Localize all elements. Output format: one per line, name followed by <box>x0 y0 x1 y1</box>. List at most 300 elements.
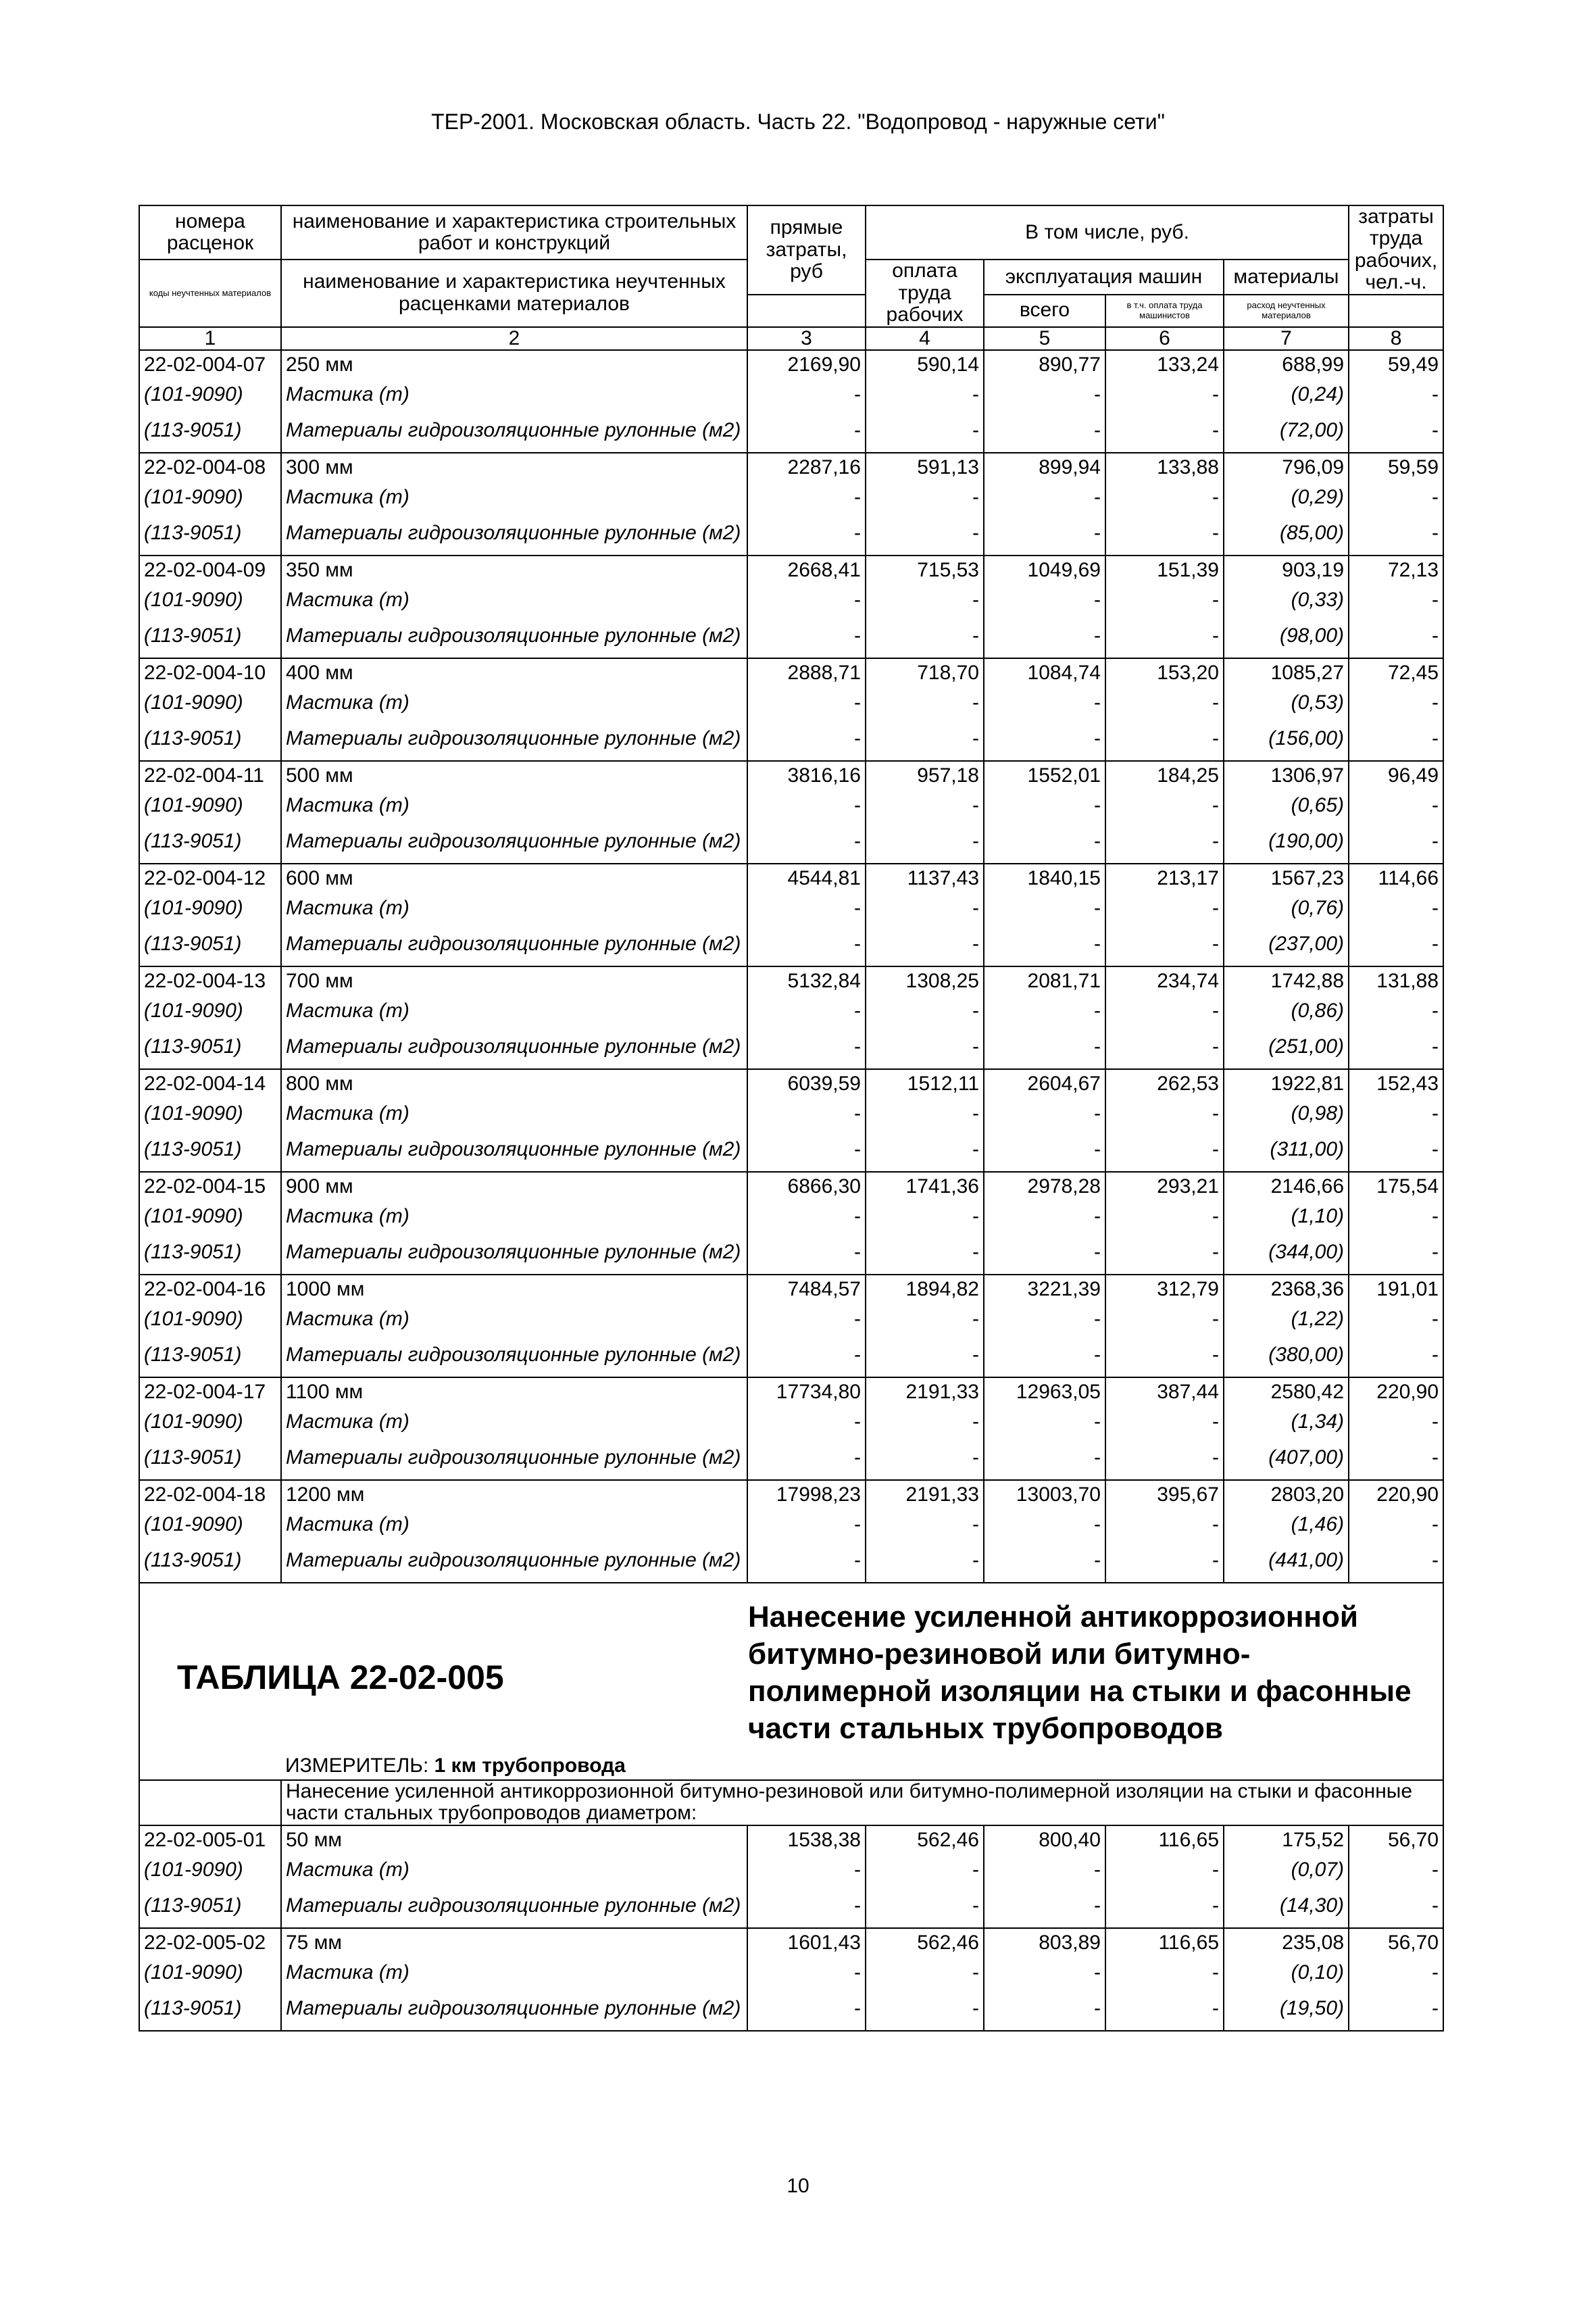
direct-cost: 2888,71 <box>747 658 866 688</box>
material-name: Материалы гидроизоляционные рулонные (м2) <box>281 1988 747 2031</box>
material-row <box>139 1334 1443 1377</box>
material-code: (113-9051) <box>139 1129 281 1172</box>
dash-cell: - <box>866 1334 984 1377</box>
material-row <box>139 615 1443 658</box>
material-qty: (407,00) <box>1224 1437 1349 1480</box>
material-qty: (344,00) <box>1224 1231 1349 1275</box>
material-code: (113-9051) <box>139 1334 281 1377</box>
dash-cell: - <box>984 1958 1105 1988</box>
dash-cell: - <box>984 688 1105 718</box>
material-code: (101-9090) <box>139 1304 281 1334</box>
dash-cell: - <box>984 585 1105 615</box>
material-code: (101-9090) <box>139 893 281 923</box>
material-row <box>139 893 1443 923</box>
header-name: наименование и характеристика строительных работ и конструкций <box>281 205 747 260</box>
material-name: Материалы гидроизоляционные рулонные (м2) <box>281 1129 747 1172</box>
direct-cost: 1538,38 <box>747 1825 866 1855</box>
dash-cell: - <box>1349 380 1443 410</box>
material-row <box>139 380 1443 410</box>
dash-cell: - <box>866 1304 984 1334</box>
header-mat-sub: расход неучтенных материалов <box>1224 295 1349 327</box>
rate-code: 22-02-004-12 <box>139 864 281 893</box>
material-row <box>139 923 1443 966</box>
material-qty: (0,86) <box>1224 996 1349 1026</box>
dash-cell: - <box>1105 1202 1224 1231</box>
machine-total: 12963,05 <box>984 1377 1105 1407</box>
rate-name: 75 мм <box>281 1928 747 1958</box>
dash-cell: - <box>1105 1437 1224 1480</box>
machine-total: 899,94 <box>984 453 1105 483</box>
rate-row <box>139 1928 1443 1958</box>
dash-cell: - <box>747 1958 866 1988</box>
material-name: Материалы гидроизоляционные рулонные (м2) <box>281 1540 747 1583</box>
material-code: (101-9090) <box>139 1407 281 1437</box>
dash-cell: - <box>984 820 1105 864</box>
dash-cell: - <box>747 1407 866 1437</box>
material-qty: (0,29) <box>1224 483 1349 512</box>
dash-cell: - <box>984 410 1105 453</box>
material-row <box>139 1540 1443 1583</box>
material-qty: (311,00) <box>1224 1129 1349 1172</box>
material-name: Мастика (т) <box>281 483 747 512</box>
dash-cell: - <box>866 688 984 718</box>
rate-code: 22-02-004-13 <box>139 966 281 996</box>
dash-cell: - <box>1349 1026 1443 1069</box>
rates-group-2 <box>139 1825 1443 2031</box>
rate-row <box>139 1275 1443 1304</box>
dash-cell: - <box>866 615 984 658</box>
material-qty: (441,00) <box>1224 1540 1349 1583</box>
dash-cell: - <box>1349 1988 1443 2031</box>
material-row <box>139 1407 1443 1437</box>
labor-hours: 96,49 <box>1349 761 1443 791</box>
dash-cell: - <box>866 791 984 820</box>
material-name: Мастика (т) <box>281 688 747 718</box>
material-name: Мастика (т) <box>281 1510 747 1540</box>
worker-pay: 1512,11 <box>866 1069 984 1099</box>
dash-cell: - <box>747 820 866 864</box>
material-qty: (251,00) <box>1224 1026 1349 1069</box>
rate-row <box>139 1069 1443 1099</box>
section-title: Нанесение усиленной антикоррозионной битумно-резиновой или битумно-полимерной изоляции на стыки и фасонные части стальных трубопроводов <box>748 1600 1412 1745</box>
machine-total: 1049,69 <box>984 556 1105 585</box>
machine-total: 800,40 <box>984 1825 1105 1855</box>
machinist-pay: 262,53 <box>1105 1069 1224 1099</box>
dash-cell: - <box>1105 1958 1224 1988</box>
materials-cost: 175,52 <box>1224 1825 1349 1855</box>
col-number: 6 <box>1105 327 1224 350</box>
machine-total: 1840,15 <box>984 864 1105 893</box>
dash-cell: - <box>866 1988 984 2031</box>
dash-cell: - <box>747 688 866 718</box>
material-name: Мастика (т) <box>281 1958 747 1988</box>
dash-cell: - <box>747 923 866 966</box>
header-pay: оплата труда рабочих <box>866 260 984 327</box>
dash-cell: - <box>747 1099 866 1129</box>
material-name: Материалы гидроизоляционные рулонные (м2) <box>281 820 747 864</box>
rate-row <box>139 1172 1443 1202</box>
material-code: (113-9051) <box>139 1540 281 1583</box>
dash-cell: - <box>1349 1231 1443 1275</box>
dash-cell: - <box>866 718 984 761</box>
labor-hours: 72,13 <box>1349 556 1443 585</box>
dash-cell: - <box>1105 1099 1224 1129</box>
dash-cell: - <box>1105 1304 1224 1334</box>
labor-hours: 59,49 <box>1349 350 1443 380</box>
col-number: 5 <box>984 327 1105 350</box>
dash-cell: - <box>1349 893 1443 923</box>
material-name: Мастика (т) <box>281 380 747 410</box>
material-qty: (1,22) <box>1224 1304 1349 1334</box>
dash-cell: - <box>747 893 866 923</box>
material-name: Материалы гидроизоляционные рулонные (м2) <box>281 410 747 453</box>
labor-hours: 59,59 <box>1349 453 1443 483</box>
worker-pay: 591,13 <box>866 453 984 483</box>
material-row <box>139 1202 1443 1231</box>
materials-cost: 1306,97 <box>1224 761 1349 791</box>
worker-pay: 957,18 <box>866 761 984 791</box>
material-name: Материалы гидроизоляционные рулонные (м2) <box>281 1334 747 1377</box>
dash-cell: - <box>984 893 1105 923</box>
col-number: 4 <box>866 327 984 350</box>
dash-cell: - <box>984 1885 1105 1928</box>
rate-name: 900 мм <box>281 1172 747 1202</box>
dash-cell: - <box>1349 820 1443 864</box>
rate-name: 1000 мм <box>281 1275 747 1304</box>
dash-cell: - <box>866 893 984 923</box>
header-mach-pay: в т.ч. оплата труда машинистов <box>1105 295 1224 327</box>
worker-pay: 718,70 <box>866 658 984 688</box>
material-name: Материалы гидроизоляционные рулонные (м2) <box>281 923 747 966</box>
worker-pay: 1308,25 <box>866 966 984 996</box>
subheader-empty <box>139 1780 281 1825</box>
dash-cell: - <box>1105 1231 1224 1275</box>
machinist-pay: 395,67 <box>1105 1480 1224 1510</box>
material-qty: (19,50) <box>1224 1988 1349 2031</box>
dash-cell: - <box>984 1099 1105 1129</box>
rates-group-1 <box>139 350 1443 1583</box>
material-qty: (98,00) <box>1224 615 1349 658</box>
worker-pay: 1741,36 <box>866 1172 984 1202</box>
material-code: (101-9090) <box>139 1510 281 1540</box>
dash-cell: - <box>984 1231 1105 1275</box>
header-mach: эксплуатация машин <box>984 260 1224 295</box>
labor-hours: 56,70 <box>1349 1825 1443 1855</box>
header-codes: номера расценок <box>139 205 281 260</box>
dash-cell: - <box>1349 1855 1443 1885</box>
section-table-label: ТАБЛИЦА 22-02-005 <box>177 1658 504 1696</box>
material-qty: (0,07) <box>1224 1855 1349 1885</box>
dash-cell: - <box>866 1129 984 1172</box>
direct-cost: 1601,43 <box>747 1928 866 1958</box>
machine-total: 13003,70 <box>984 1480 1105 1510</box>
dash-cell: - <box>1105 996 1224 1026</box>
dash-cell: - <box>984 1437 1105 1480</box>
dash-cell: - <box>984 380 1105 410</box>
material-name: Материалы гидроизоляционные рулонные (м2) <box>281 512 747 556</box>
machinist-pay: 151,39 <box>1105 556 1224 585</box>
material-row <box>139 820 1443 864</box>
meter-value: 1 км трубопровода <box>434 1754 626 1777</box>
rate-row <box>139 761 1443 791</box>
col-number: 1 <box>139 327 281 350</box>
material-row <box>139 1988 1443 2031</box>
direct-cost: 17734,80 <box>747 1377 866 1407</box>
header-mach-total: всего <box>984 295 1105 327</box>
machinist-pay: 153,20 <box>1105 658 1224 688</box>
dash-cell: - <box>1105 483 1224 512</box>
materials-cost: 1742,88 <box>1224 966 1349 996</box>
col-number: 7 <box>1224 327 1349 350</box>
dash-cell: - <box>866 1026 984 1069</box>
material-name: Материалы гидроизоляционные рулонные (м2) <box>281 1885 747 1928</box>
dash-cell: - <box>984 996 1105 1026</box>
dash-cell: - <box>747 585 866 615</box>
dash-cell: - <box>747 1231 866 1275</box>
material-row <box>139 1304 1443 1334</box>
machinist-pay: 293,21 <box>1105 1172 1224 1202</box>
rate-name: 350 мм <box>281 556 747 585</box>
dash-cell: - <box>747 996 866 1026</box>
material-name: Материалы гидроизоляционные рулонные (м2) <box>281 615 747 658</box>
col-number: 2 <box>281 327 747 350</box>
material-row <box>139 791 1443 820</box>
material-code: (113-9051) <box>139 1885 281 1928</box>
material-name: Материалы гидроизоляционные рулонные (м2) <box>281 718 747 761</box>
material-row <box>139 1855 1443 1885</box>
header-codes-sub: коды неучтенных материалов <box>139 260 281 327</box>
direct-cost: 2287,16 <box>747 453 866 483</box>
dash-cell: - <box>747 1437 866 1480</box>
dash-cell: - <box>1105 1885 1224 1928</box>
direct-cost: 5132,84 <box>747 966 866 996</box>
machine-total: 2081,71 <box>984 966 1105 996</box>
material-qty: (0,65) <box>1224 791 1349 820</box>
dash-cell: - <box>1105 512 1224 556</box>
machine-total: 2604,67 <box>984 1069 1105 1099</box>
material-code: (113-9051) <box>139 923 281 966</box>
material-qty: (0,33) <box>1224 585 1349 615</box>
dash-cell: - <box>1349 1304 1443 1334</box>
material-code: (101-9090) <box>139 483 281 512</box>
material-code: (101-9090) <box>139 1099 281 1129</box>
machinist-pay: 312,79 <box>1105 1275 1224 1304</box>
material-code: (113-9051) <box>139 820 281 864</box>
material-qty: (0,76) <box>1224 893 1349 923</box>
material-code: (113-9051) <box>139 1437 281 1480</box>
dash-cell: - <box>866 1855 984 1885</box>
dash-cell: - <box>984 1407 1105 1437</box>
dash-cell: - <box>1349 1958 1443 1988</box>
dash-cell: - <box>866 1202 984 1231</box>
material-code: (113-9051) <box>139 1988 281 2031</box>
rate-row <box>139 350 1443 380</box>
page-title: ТЕР-2001. Московская область. Часть 22. "Водопровод - наружные сети" <box>431 109 1165 134</box>
material-row <box>139 1510 1443 1540</box>
dash-cell: - <box>1105 1510 1224 1540</box>
machine-total: 2978,28 <box>984 1172 1105 1202</box>
dash-cell: - <box>866 1231 984 1275</box>
dash-cell: - <box>1349 791 1443 820</box>
material-qty: (0,24) <box>1224 380 1349 410</box>
material-row <box>139 483 1443 512</box>
worker-pay: 715,53 <box>866 556 984 585</box>
rate-row <box>139 1825 1443 1855</box>
machinist-pay: 234,74 <box>1105 966 1224 996</box>
worker-pay: 2191,33 <box>866 1480 984 1510</box>
worker-pay: 1137,43 <box>866 864 984 893</box>
material-qty: (1,34) <box>1224 1407 1349 1437</box>
column-number-row <box>139 327 1443 350</box>
dash-cell: - <box>866 585 984 615</box>
labor-hours: 56,70 <box>1349 1928 1443 1958</box>
material-code: (101-9090) <box>139 1958 281 1988</box>
dash-cell: - <box>1105 1026 1224 1069</box>
machine-total: 803,89 <box>984 1928 1105 1958</box>
material-name: Мастика (т) <box>281 1407 747 1437</box>
direct-cost: 3816,16 <box>747 761 866 791</box>
material-row <box>139 1437 1443 1480</box>
meter-label: ИЗМЕРИТЕЛЬ: <box>285 1754 429 1777</box>
dash-cell: - <box>1105 893 1224 923</box>
materials-cost: 235,08 <box>1224 1928 1349 1958</box>
section-meter <box>285 1755 626 1777</box>
material-row <box>139 1129 1443 1172</box>
material-name: Материалы гидроизоляционные рулонные (м2) <box>281 1026 747 1069</box>
worker-pay: 562,46 <box>866 1928 984 1958</box>
dash-cell: - <box>1105 410 1224 453</box>
material-qty: (85,00) <box>1224 512 1349 556</box>
rate-code: 22-02-005-01 <box>139 1825 281 1855</box>
material-qty: (1,10) <box>1224 1202 1349 1231</box>
material-row <box>139 996 1443 1026</box>
labor-hours: 220,90 <box>1349 1377 1443 1407</box>
material-qty: (156,00) <box>1224 718 1349 761</box>
dash-cell: - <box>1349 1202 1443 1231</box>
rate-row <box>139 1480 1443 1510</box>
rate-name: 600 мм <box>281 864 747 893</box>
worker-pay: 590,14 <box>866 350 984 380</box>
material-row <box>139 1099 1443 1129</box>
dash-cell: - <box>1349 1510 1443 1540</box>
rate-code: 22-02-004-17 <box>139 1377 281 1407</box>
rate-row <box>139 1377 1443 1407</box>
material-name: Мастика (т) <box>281 996 747 1026</box>
material-qty: (0,10) <box>1224 1958 1349 1988</box>
direct-cost: 6866,30 <box>747 1172 866 1202</box>
material-qty: (190,00) <box>1224 820 1349 864</box>
dash-cell: - <box>866 1958 984 1988</box>
rate-name: 250 мм <box>281 350 747 380</box>
dash-cell: - <box>1105 1855 1224 1885</box>
dash-cell: - <box>1349 1437 1443 1480</box>
material-name: Мастика (т) <box>281 1304 747 1334</box>
machine-total: 3221,39 <box>984 1275 1105 1304</box>
dash-cell: - <box>1349 1885 1443 1928</box>
dash-cell: - <box>747 1304 866 1334</box>
material-qty: (380,00) <box>1224 1334 1349 1377</box>
dash-cell: - <box>1349 585 1443 615</box>
dash-cell: - <box>747 1885 866 1928</box>
dash-cell: - <box>1349 1334 1443 1377</box>
material-name: Мастика (т) <box>281 1202 747 1231</box>
materials-cost: 2803,20 <box>1224 1480 1349 1510</box>
rate-code: 22-02-004-09 <box>139 556 281 585</box>
material-qty: (1,46) <box>1224 1510 1349 1540</box>
dash-cell: - <box>1105 585 1224 615</box>
material-row <box>139 688 1443 718</box>
rate-code: 22-02-004-15 <box>139 1172 281 1202</box>
dash-cell: - <box>1105 923 1224 966</box>
rate-code: 22-02-005-02 <box>139 1928 281 1958</box>
page-number: 10 <box>787 2175 809 2197</box>
dash-cell: - <box>747 615 866 658</box>
dash-cell: - <box>866 410 984 453</box>
machine-total: 1084,74 <box>984 658 1105 688</box>
material-code: (101-9090) <box>139 688 281 718</box>
dash-cell: - <box>1105 380 1224 410</box>
labor-hours: 152,43 <box>1349 1069 1443 1099</box>
dash-cell: - <box>747 483 866 512</box>
rate-name: 500 мм <box>281 761 747 791</box>
dash-cell: - <box>1105 1540 1224 1583</box>
worker-pay: 2191,33 <box>866 1377 984 1407</box>
material-name: Мастика (т) <box>281 1855 747 1885</box>
col-number: 8 <box>1349 327 1443 350</box>
machine-total: 1552,01 <box>984 761 1105 791</box>
dash-cell: - <box>1105 1407 1224 1437</box>
rate-row <box>139 453 1443 483</box>
dash-cell: - <box>747 1988 866 2031</box>
machinist-pay: 184,25 <box>1105 761 1224 791</box>
dash-cell: - <box>1105 791 1224 820</box>
dash-cell: - <box>1349 1099 1443 1129</box>
material-name: Мастика (т) <box>281 585 747 615</box>
dash-cell: - <box>984 615 1105 658</box>
rate-name: 50 мм <box>281 1825 747 1855</box>
dash-cell: - <box>1349 1540 1443 1583</box>
dash-cell: - <box>984 1855 1105 1885</box>
rate-code: 22-02-004-16 <box>139 1275 281 1304</box>
material-row <box>139 1026 1443 1069</box>
dash-cell: - <box>984 1026 1105 1069</box>
machinist-pay: 116,65 <box>1105 1928 1224 1958</box>
dash-cell: - <box>747 718 866 761</box>
dash-cell: - <box>984 1540 1105 1583</box>
dash-cell: - <box>747 410 866 453</box>
rate-code: 22-02-004-14 <box>139 1069 281 1099</box>
material-code: (101-9090) <box>139 791 281 820</box>
direct-cost: 2169,90 <box>747 350 866 380</box>
dash-cell: - <box>866 483 984 512</box>
material-name: Мастика (т) <box>281 791 747 820</box>
dash-cell: - <box>984 1202 1105 1231</box>
worker-pay: 562,46 <box>866 1825 984 1855</box>
materials-cost: 903,19 <box>1224 556 1349 585</box>
material-row <box>139 410 1443 453</box>
material-code: (101-9090) <box>139 1202 281 1231</box>
dash-cell: - <box>1349 996 1443 1026</box>
material-code: (101-9090) <box>139 585 281 615</box>
dash-cell: - <box>1349 410 1443 453</box>
material-row <box>139 1958 1443 1988</box>
dash-cell: - <box>1105 718 1224 761</box>
dash-cell: - <box>747 1334 866 1377</box>
dash-cell: - <box>866 1437 984 1480</box>
dash-cell: - <box>984 1334 1105 1377</box>
rate-row <box>139 966 1443 996</box>
dash-cell: - <box>866 1510 984 1540</box>
